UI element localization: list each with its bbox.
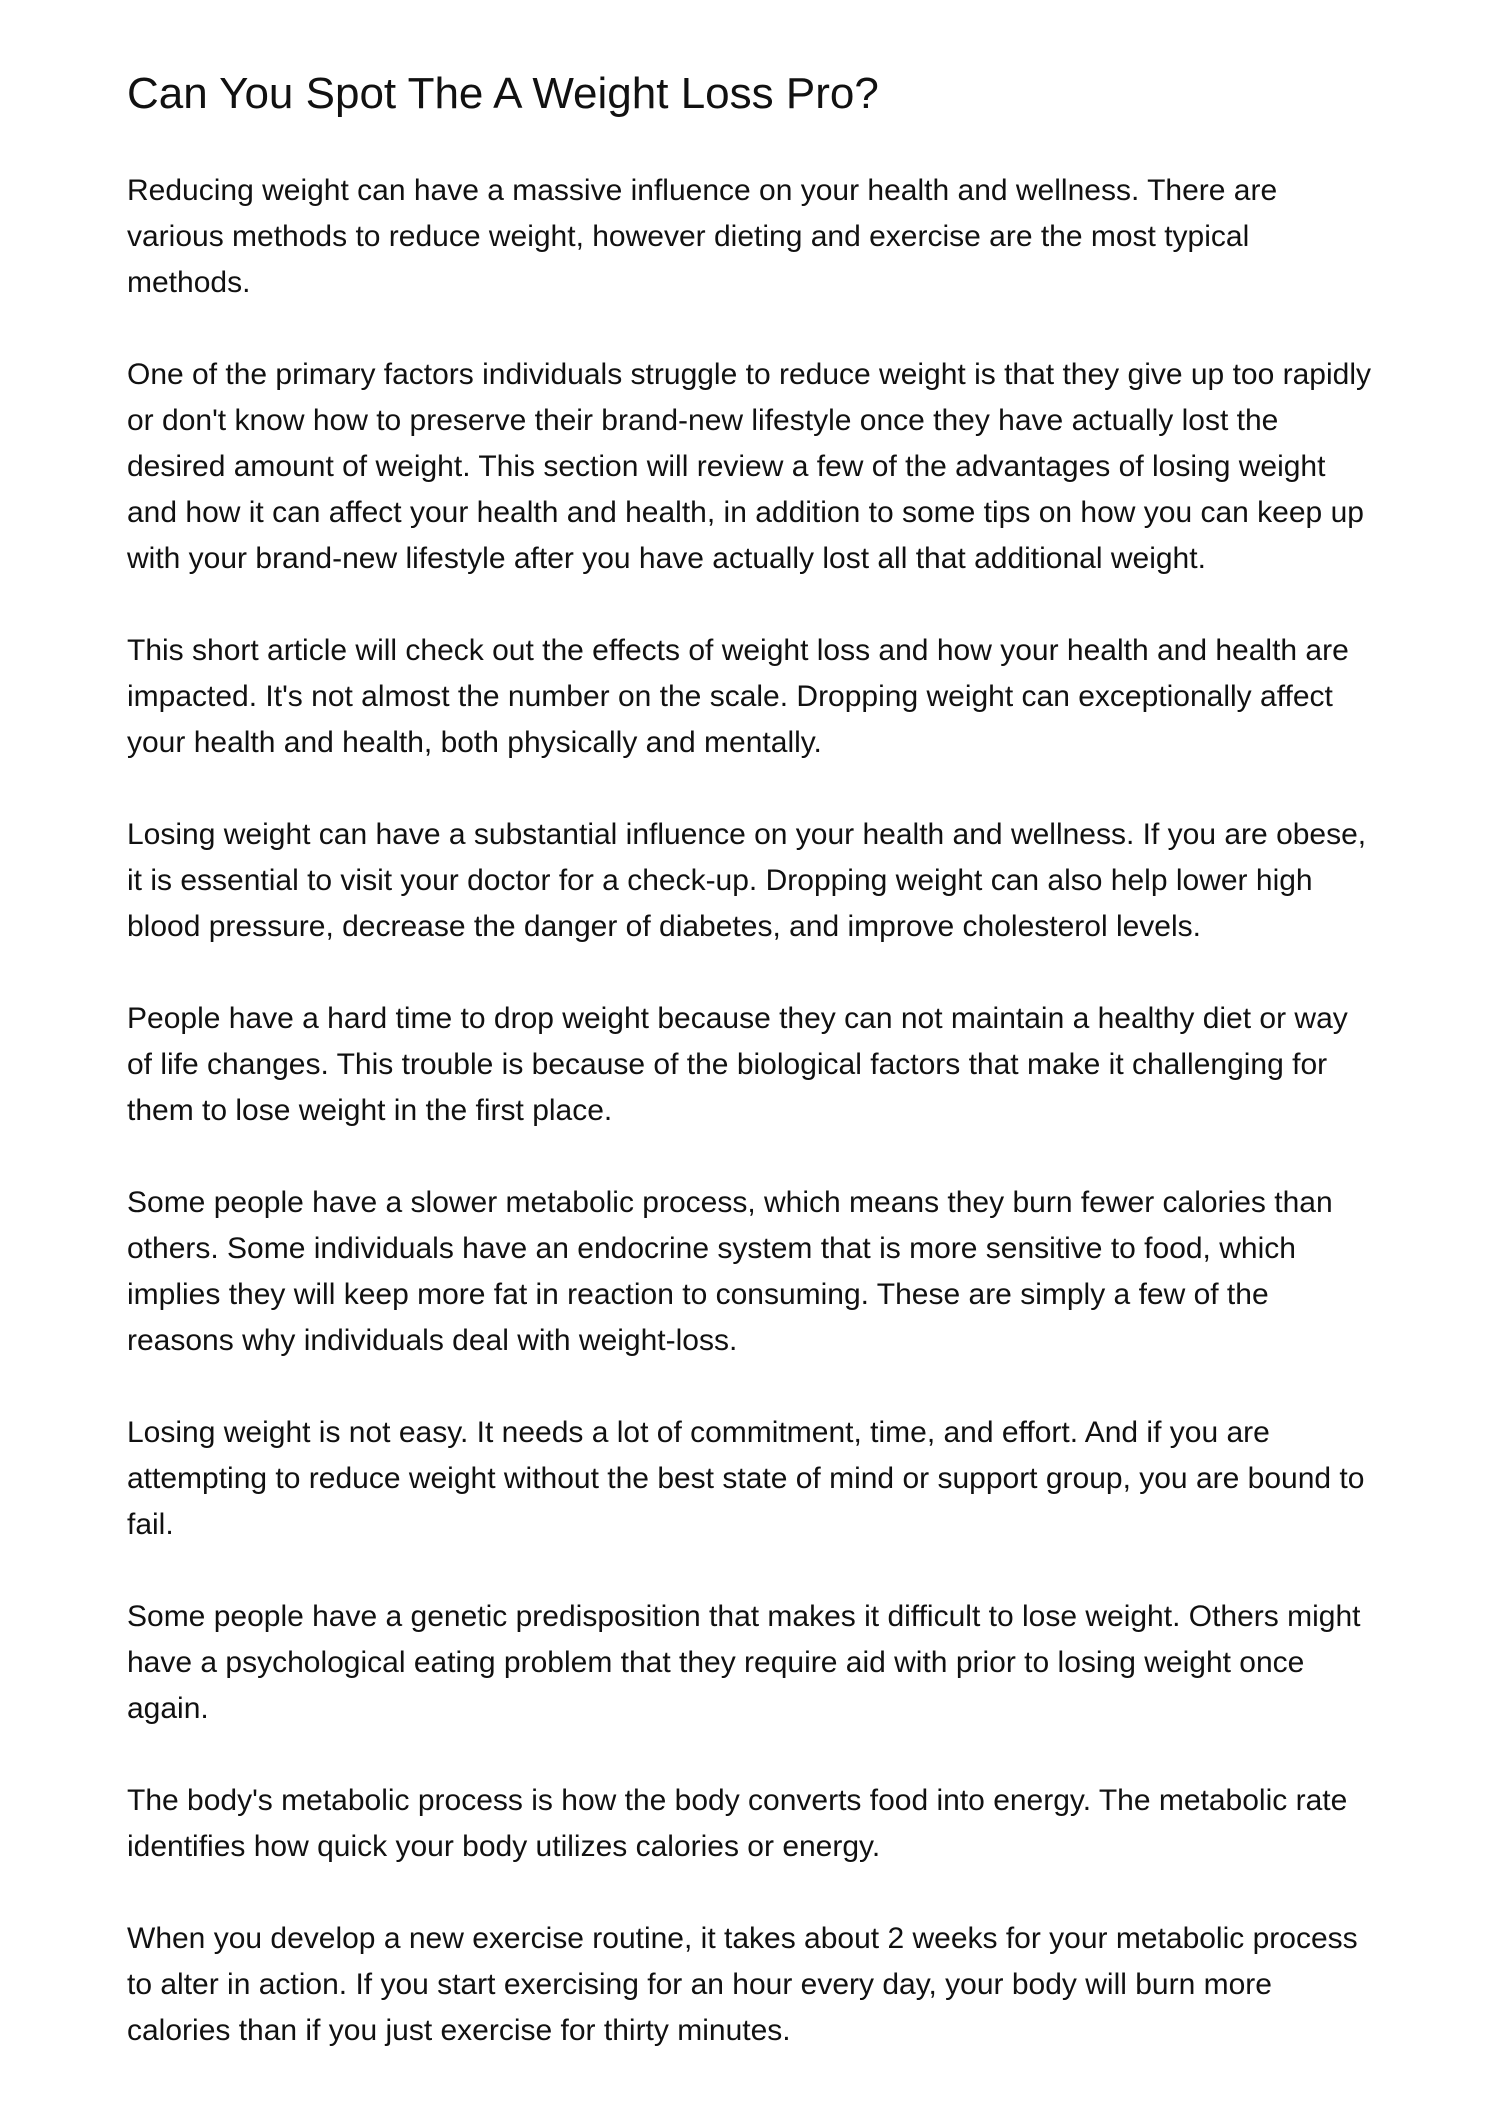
paragraph-6: Some people have a slower metabolic process, which means they burn fewer calories than others. Some individuals have an endocrine system that is more sensitive to food, which implies they will keep more fat in reaction to consuming. These are simply a few of the reasons why individuals deal with weight-loss. bbox=[127, 1186, 1333, 1357]
paragraph-1: Reducing weight can have a massive influence on your health and wellness. There are various methods to reduce weight, however dieting and exercise are the most typical methods. bbox=[127, 174, 1278, 299]
paragraph-5: People have a hard time to drop weight because they can not maintain a healthy diet or way of life changes. This trouble is because of the biological factors that make it challenging for them to lose weight in the first place. bbox=[127, 1002, 1348, 1127]
paragraph-9: The body's metabolic process is how the body converts food into energy. The metabolic rate identifies how quick your body utilizes calories or energy. bbox=[127, 1784, 1348, 1863]
paragraph-10: When you develop a new exercise routine, it takes about 2 weeks for your metabolic process to alter in action. If you start exercising for an hour every day, your body will burn more calories than if you just exercise for thirty minutes. bbox=[127, 1922, 1358, 2047]
paragraph-8: Some people have a genetic predisposition that makes it difficult to lose weight. Others might have a psychological eating problem that they require aid with prior to losing weight once again. bbox=[127, 1600, 1361, 1725]
paragraph-7: Losing weight is not easy. It needs a lot of commitment, time, and effort. And if you are attempting to reduce weight without the best state of mind or support group, you are bound to fail. bbox=[127, 1416, 1365, 1541]
paragraph-3: This short article will check out the effects of weight loss and how your health and health are impacted. It's not almost the number on the scale. Dropping weight can exceptionally affect your health and health, both physically and mentally. bbox=[127, 634, 1349, 759]
paragraph-4: Losing weight can have a substantial influence on your health and wellness. If you are obese, it is essential to visit your doctor for a check-up. Dropping weight can also help lower high blood pressure, decrease the danger of diabetes, and improve cholesterol levels. bbox=[127, 818, 1367, 943]
paragraph-2: One of the primary factors individuals struggle to reduce weight is that they give up too rapidly or don't know how to preserve their brand-new lifestyle once they have actually lost the desired amount of weight. This section will review a few of the advantages of losing weight and how it can affect your health and health, in addition to some tips on how you can keep up with your brand-new lifestyle after you have actually lost all that additional weight. bbox=[127, 358, 1371, 575]
page-title: Can You Spot The A Weight Loss Pro? bbox=[127, 69, 879, 118]
